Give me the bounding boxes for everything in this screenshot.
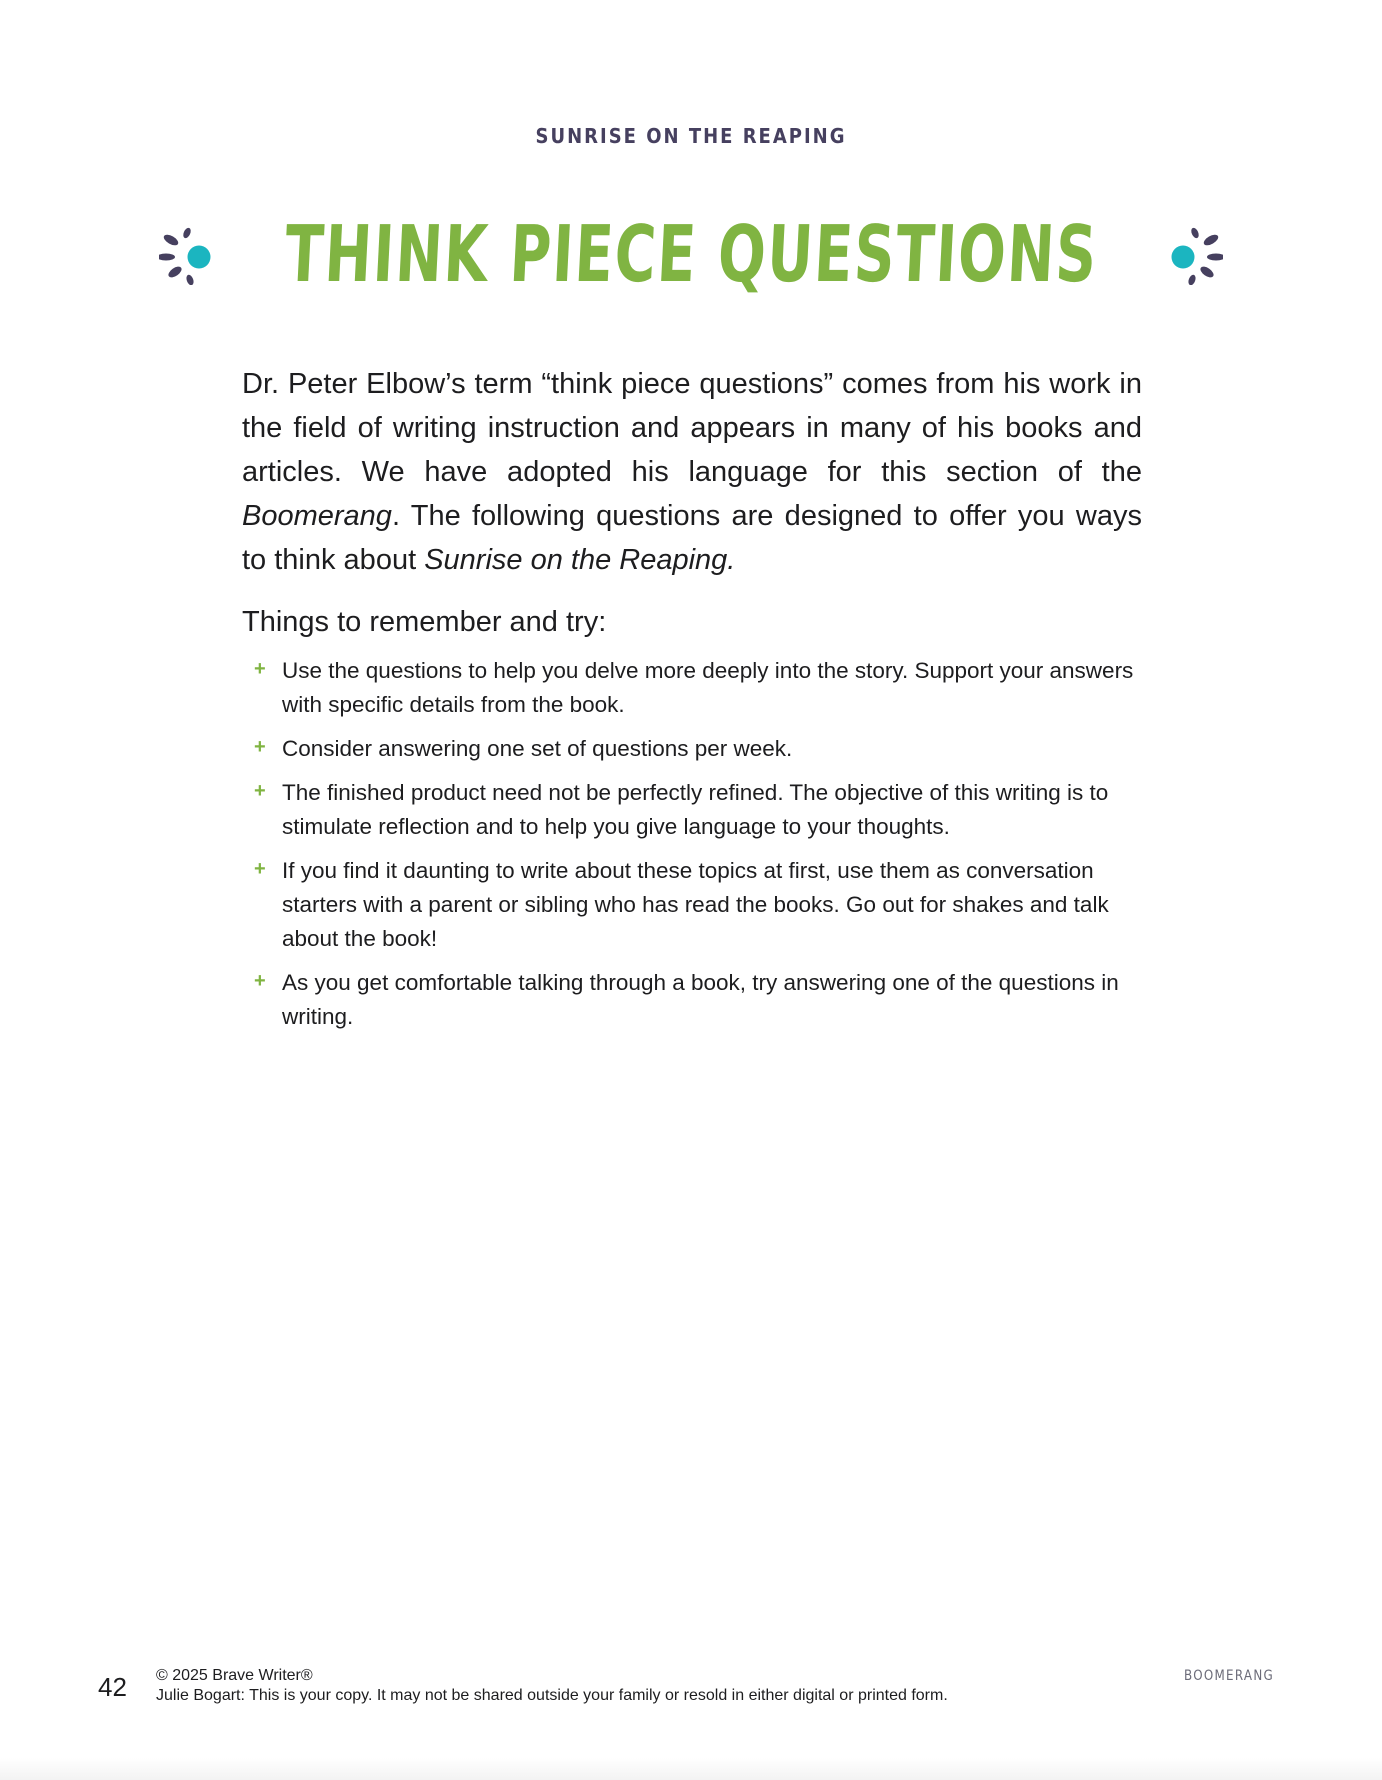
flower-burst-icon <box>1163 225 1223 285</box>
plus-icon: + <box>254 658 266 680</box>
plus-icon: + <box>254 780 266 802</box>
page-footer <box>0 1666 1382 1716</box>
running-header: SUNRISE ON THE REAPING <box>535 124 847 148</box>
list-item <box>242 732 1147 766</box>
tip-text: As you get comfortable talking through a book, try answering one of the questions in writing. <box>282 970 1119 1029</box>
book-series-name: Boomerang <box>242 500 392 532</box>
tips-heading: Things to remember and try: <box>242 606 607 638</box>
intro-paragraph <box>242 362 1142 582</box>
page-edge-shadow <box>0 1758 1382 1780</box>
page-number: 42 <box>98 1672 127 1702</box>
plus-icon: + <box>254 736 266 758</box>
intro-text-part1: Dr. Peter Elbow’s term “think piece questions” comes from his work in the field of writing instruction and appears in many of his books and articles. We have adopted his language for this section of the <box>242 368 1142 488</box>
tips-list <box>242 654 1147 1044</box>
intro-text-part2: . The following questions are designed to offer you ways to think about <box>242 500 1142 576</box>
license-notice: Julie Bogart: This is your copy. It may not be shared outside your family or resold in either digital or printed form. <box>156 1687 948 1704</box>
plus-icon: + <box>254 970 266 992</box>
tip-text: Use the questions to help you delve more deeply into the story. Support your answers with specific details from the book. <box>282 658 1134 717</box>
copyright-line: © 2025 Brave Writer® <box>156 1667 313 1684</box>
list-item <box>242 776 1147 844</box>
list-item <box>242 854 1147 956</box>
book-title: Sunrise on the Reaping. <box>424 544 736 576</box>
page-title: THINK PIECE QUESTIONS <box>282 210 1100 300</box>
flower-burst-icon <box>159 225 219 285</box>
plus-icon: + <box>254 858 266 880</box>
title-block <box>0 205 1382 305</box>
list-item <box>242 966 1147 1034</box>
list-item <box>242 654 1147 722</box>
tip-text: If you find it daunting to write about these topics at first, use them as conversation starters with a parent or sibling who has read the books. Go out for shakes and talk about the book! <box>282 858 1109 951</box>
brand-logo: BOOMERANG <box>1184 1668 1275 1684</box>
tip-text: The finished product need not be perfectly refined. The objective of this writing is to stimulate reflection and to help you give language to your thoughts. <box>282 780 1109 839</box>
tip-text: Consider answering one set of questions per week. <box>282 736 793 761</box>
